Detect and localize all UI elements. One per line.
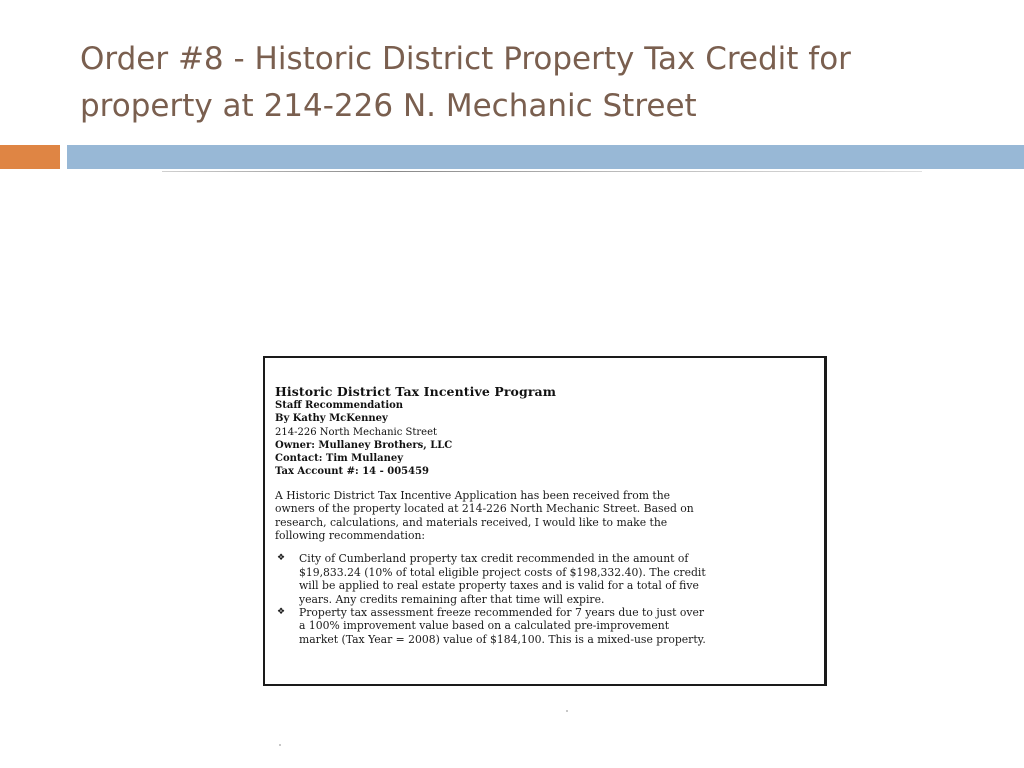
recommendation-line: $19,833.24 (10% of total eligible project costs of $198,332.40). The credit bbox=[299, 565, 706, 579]
diamond-bullet-icon: ❖ bbox=[277, 553, 286, 564]
meta-address: 214-226 North Mechanic Street bbox=[275, 426, 438, 438]
document-body bbox=[275, 384, 815, 646]
accent-bar-orange bbox=[0, 145, 60, 169]
document-intro-paragraph bbox=[275, 489, 815, 543]
intro-line: A Historic District Tax Incentive Application has been received from the bbox=[275, 488, 671, 502]
scan-artifact-line bbox=[162, 171, 922, 172]
slide-title bbox=[80, 36, 980, 130]
meta-staff-recommendation: Staff Recommendation bbox=[275, 400, 404, 411]
slide-title-line-1: Order #8 - Historic District Property Tax Credit for bbox=[80, 41, 851, 77]
scanned-document bbox=[263, 356, 827, 686]
recommendation-line: market (Tax Year = 2008) value of $184,100. This is a mixed-use property. bbox=[299, 632, 706, 646]
document-meta bbox=[275, 399, 815, 479]
intro-line: research, calculations, and materials received, I would like to make the bbox=[275, 515, 668, 529]
recommendation-line: Property tax assessment freeze recommended for 7 years due to just over bbox=[299, 606, 705, 620]
recommendation-tax-credit bbox=[275, 552, 815, 606]
meta-contact: Contact: Tim Mullaney bbox=[275, 453, 404, 465]
accent-bar-blue bbox=[67, 145, 1024, 169]
document-heading: Historic District Tax Incentive Program bbox=[275, 384, 557, 399]
diamond-bullet-icon: ❖ bbox=[277, 607, 286, 618]
slide-title-line-2: property at 214-226 N. Mechanic Street bbox=[80, 88, 697, 124]
meta-author: By Kathy McKenney bbox=[275, 413, 388, 425]
intro-line: owners of the property located at 214-226 North Mechanic Street. Based on bbox=[275, 502, 694, 516]
intro-line: following recommendation: bbox=[275, 529, 426, 542]
recommendation-line: a 100% improvement value based on a calculated pre-improvement bbox=[299, 619, 670, 633]
recommendation-line: years. Any credits remaining after that time will expire. bbox=[299, 592, 605, 606]
recommendation-assessment-freeze bbox=[275, 606, 815, 646]
scan-speck bbox=[279, 744, 281, 746]
recommendation-line: City of Cumberland property tax credit recommended in the amount of bbox=[299, 552, 689, 566]
scan-speck bbox=[566, 710, 568, 712]
meta-tax-account: Tax Account #: 14 - 005459 bbox=[275, 466, 429, 478]
recommendation-line: will be applied to real estate property taxes and is valid for a total of five bbox=[299, 579, 699, 593]
recommendation-list bbox=[275, 552, 815, 646]
meta-owner: Owner: Mullaney Brothers, LLC bbox=[275, 439, 453, 451]
